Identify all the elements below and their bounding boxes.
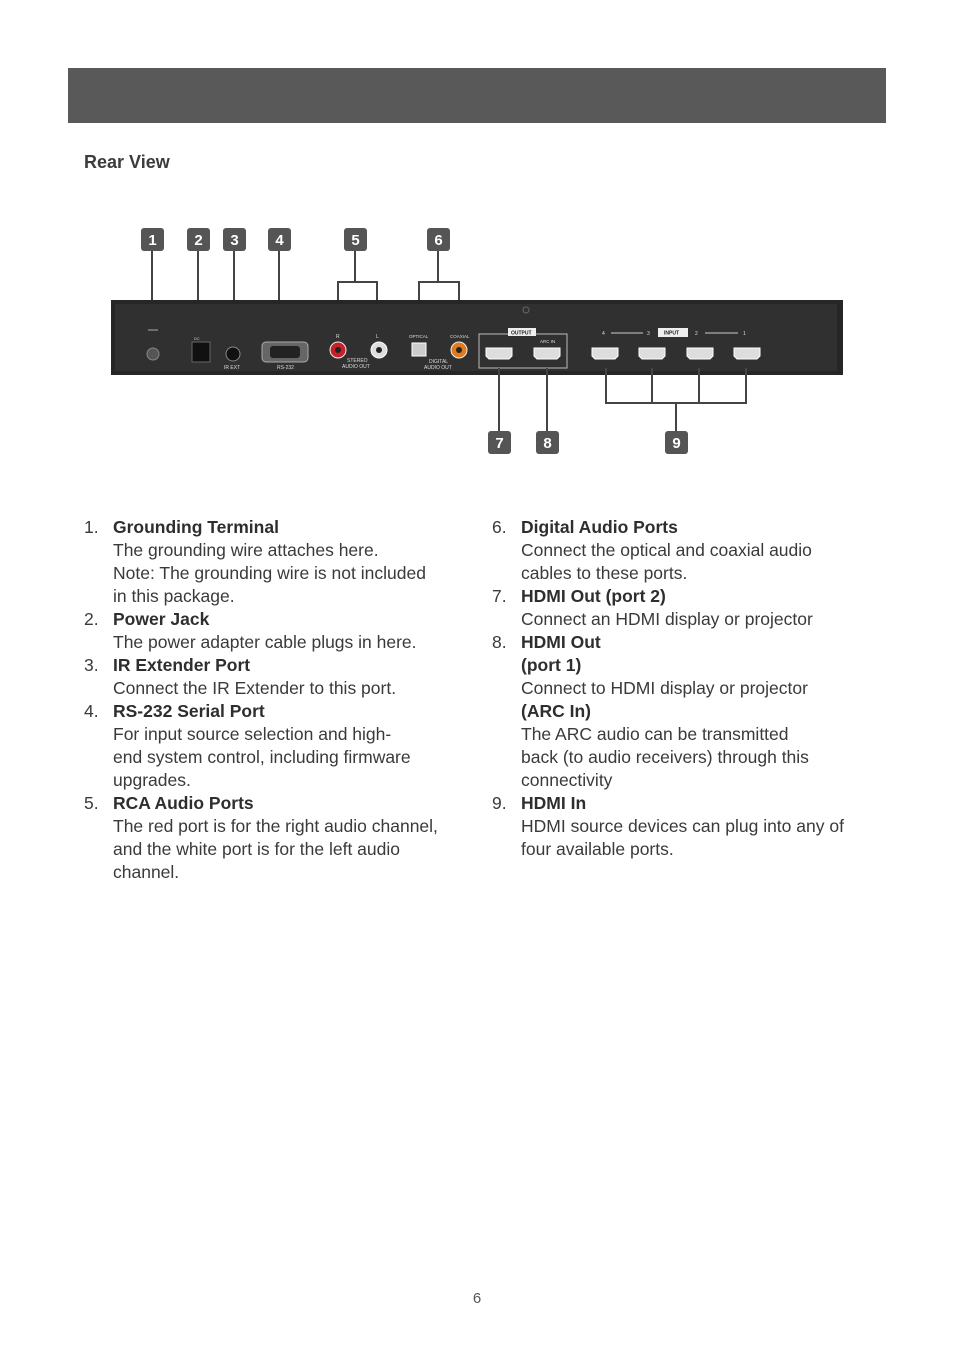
- item-number: 9.: [492, 793, 507, 813]
- item-number: 7.: [492, 586, 507, 606]
- item-text: The ARC audio can be transmitted: [521, 724, 789, 744]
- item-title: Digital Audio Ports: [521, 517, 678, 537]
- hdmi-in-2-port: [687, 348, 713, 359]
- input-1-label: 1: [743, 331, 746, 337]
- output-label: OUTPUT: [511, 330, 532, 337]
- item-title: HDMI Out: [521, 632, 601, 652]
- callout-4-text: 4: [275, 232, 284, 249]
- item-title: HDMI In: [521, 793, 587, 813]
- rear-panel-diagram: [0, 220, 954, 470]
- item-number: 1.: [84, 517, 99, 537]
- item-number: 5.: [84, 793, 99, 813]
- item-number: 2.: [84, 609, 99, 629]
- digital-label: DIGITAL: [429, 359, 449, 365]
- item-text: Connect the optical and coaxial audio: [521, 540, 812, 560]
- input-4-label: 4: [602, 331, 605, 337]
- item-text: cables to these ports.: [521, 563, 688, 583]
- item-title: RCA Audio Ports: [113, 793, 254, 813]
- list-item-grounding: [84, 516, 464, 608]
- ground-terminal: [147, 348, 159, 360]
- list-item-hdmi-out-2: [492, 585, 882, 631]
- item-text: upgrades.: [113, 770, 191, 790]
- input-label: INPUT: [664, 330, 679, 337]
- hdmi-out-2-port: [486, 348, 512, 359]
- callout-6-text: 6: [434, 232, 443, 249]
- callout-3-text: 3: [230, 232, 239, 249]
- hdmi-out-1-port: [534, 348, 560, 359]
- item-text: For input source selection and high-: [113, 724, 392, 744]
- item-number: 6.: [492, 517, 507, 537]
- item-text: connectivity: [521, 770, 613, 790]
- item-text: Connect to HDMI display or projector: [521, 678, 808, 698]
- description-list-left: [84, 516, 464, 884]
- coaxial-label: COAXIAL: [450, 334, 470, 339]
- arc-in-label: ARC IN: [540, 339, 556, 344]
- description-list-right: [492, 516, 882, 861]
- item-text: back (to audio receivers) through this: [521, 747, 809, 767]
- item-text: in this package.: [113, 586, 235, 606]
- header-bar: [68, 68, 886, 123]
- callout-8-text: 8: [543, 435, 552, 452]
- hdmi-in-4-port: [592, 348, 618, 359]
- item-text: four available ports.: [521, 839, 674, 859]
- list-item-digital-audio: [492, 516, 882, 585]
- hdmi-in-1-port: [734, 348, 760, 359]
- callout-7-text: 7: [495, 435, 504, 452]
- rca-r-label: R: [336, 334, 340, 340]
- item-subtitle: (port 1): [521, 655, 582, 675]
- item-text: Connect the IR Extender to this port.: [113, 678, 397, 698]
- svg-text:DC: DC: [194, 336, 200, 341]
- item-title: IR Extender Port: [113, 655, 251, 675]
- ir-port: [226, 347, 240, 361]
- list-item-power: [84, 608, 464, 654]
- callout-2-text: 2: [194, 232, 203, 249]
- input-2-label: 2: [695, 331, 698, 337]
- audio-out-label: AUDIO OUT: [342, 364, 370, 370]
- item-text: Connect an HDMI display or projector: [521, 609, 813, 629]
- power-jack: [192, 342, 210, 362]
- list-item-ir: [84, 654, 464, 700]
- optical-label: OPTICAL: [409, 334, 429, 339]
- item-title: HDMI Out (port 2): [521, 586, 666, 606]
- item-text: Note: The grounding wire is not included: [113, 563, 426, 583]
- optical-port: [412, 343, 426, 356]
- list-item-hdmi-in: [492, 792, 882, 861]
- callout-9-text: 9: [672, 435, 681, 452]
- list-item-hdmi-out-1: [492, 631, 882, 792]
- rs232-label: RS-232: [277, 365, 294, 371]
- item-text: end system control, including firmware: [113, 747, 411, 767]
- input-3-label: 3: [647, 331, 650, 337]
- item-text: HDMI source devices can plug into any of: [521, 816, 844, 836]
- item-title: Grounding Terminal: [113, 517, 279, 537]
- list-item-rs232: [84, 700, 464, 792]
- item-number: 3.: [84, 655, 99, 675]
- rca-l-label: L: [376, 334, 379, 340]
- stereo-label: STEREO: [347, 358, 368, 364]
- item-text: The grounding wire attaches here.: [113, 540, 379, 560]
- item-text: The power adapter cable plugs in here.: [113, 632, 417, 652]
- digital-audio-out-label: AUDIO OUT: [424, 365, 452, 371]
- item-number: 4.: [84, 701, 99, 721]
- item-text: The red port is for the right audio channel,: [113, 816, 438, 836]
- callout-1-text: 1: [148, 232, 157, 249]
- item-subtitle: (ARC In): [521, 701, 591, 721]
- item-number: 8.: [492, 632, 507, 652]
- section-title: Rear View: [84, 152, 170, 172]
- item-title: Power Jack: [113, 609, 210, 629]
- ir-ext-label: IR EXT: [224, 365, 241, 371]
- list-item-rca: [84, 792, 464, 884]
- callout-lines-bottom: [499, 368, 746, 432]
- item-text: channel.: [113, 862, 180, 882]
- item-text: and the white port is for the left audio: [113, 839, 400, 859]
- page-number: 6: [472, 1290, 482, 1307]
- hdmi-in-3-port: [639, 348, 665, 359]
- item-title: RS-232 Serial Port: [113, 701, 265, 721]
- callout-5-text: 5: [351, 232, 360, 249]
